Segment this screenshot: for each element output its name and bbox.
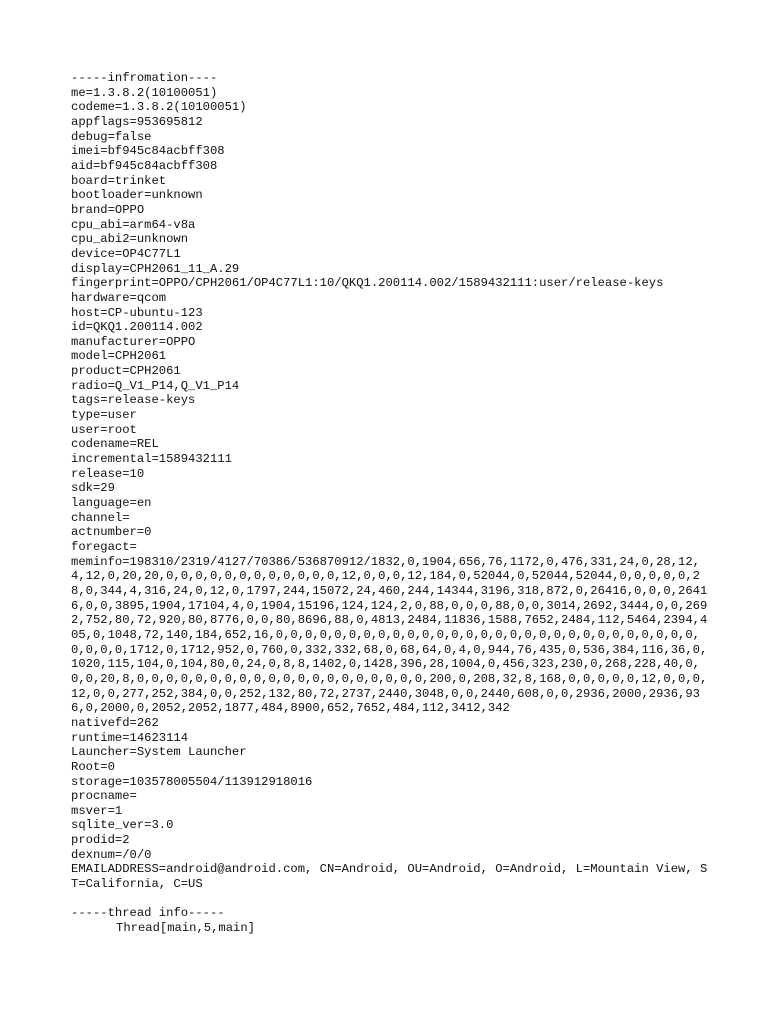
field-root: Root=0	[71, 759, 115, 774]
field-sdk: sdk=29	[71, 481, 115, 496]
field-cpu-abi2: cpu_abi2=unknown	[71, 232, 189, 247]
field-bootloader: bootloader=unknown	[71, 188, 203, 203]
field-type: type=user	[71, 408, 137, 423]
field-board: board=trinket	[71, 173, 167, 188]
info-fields-after	[71, 716, 711, 863]
field-incremental: incremental=1589432111	[71, 452, 232, 467]
field-channel: channel=	[71, 510, 130, 525]
field-nativefd: nativefd=262	[71, 715, 159, 730]
field-release: release=10	[71, 466, 145, 481]
field-me: me=1.3.8.2(10100051)	[71, 85, 218, 100]
field-tags: tags=release-keys	[71, 393, 196, 408]
field-device: device=OP4C77L1	[71, 246, 181, 261]
field-meminfo: meminfo=198310/2319/4127/70386/536870912/1832,0,1904,656,76,1172,0,476,331,24,0,28,12,4,12,0,20,20,0,0,0,0,0,0,0,0,0,0,0,0,12,0,0,0,12,184,0,52044,0,52044,52044,0,0,0,0,0,28,0,344,4,316,24,0,12,0,1797,244,15072,24,460,244,14344,3196,318,872,0,26416,0,0,0,26416,0,0,3895,1904,17104,4,0,1904,15196,124,124,2,0,88,0,0,0,88,0,0,3014,2692,3444,0,0,2692,752,80,72,920,80,8776,0,0,80,8696,88,0,4813,2484,11836,1588,7652,2484,112,5464,2394,405,0,1048,72,140,184,652,16,0,0,0,0,0,0,0,0,0,0,0,0,0,0,0,0,0,0,0,0,0,0,0,0,0,0,0,0,0,0,0,0,0,1712,0,1712,952,0,760,0,332,332,68,0,68,64,0,4,0,944,76,435,0,536,384,116,36,0,1020,115,104,0,104,80,0,24,0,8,8,1402,0,1428,396,28,1004,0,456,323,230,0,268,228,40,0,0,0,20,8,0,0,0,0,0,0,0,0,0,0,0,0,0,0,0,0,0,0,0,0,200,0,208,32,8,168,0,0,0,0,0,12,0,0,0,12,0,0,277,252,384,0,0,252,132,80,72,2737,2440,3048,0,0,2440,608,0,0,2936,2000,2936,936,0,2000,0,2052,2052,1877,484,8900,652,7652,484,112,3412,342	[71, 554, 708, 716]
field-runtime: runtime=14623114	[71, 730, 189, 745]
field-dexnum: dexnum=/0/0	[71, 847, 152, 862]
field-procname: procname=	[71, 789, 137, 804]
field-manufacturer: manufacturer=OPPO	[71, 334, 196, 349]
field-product: product=CPH2061	[71, 364, 181, 379]
field-imei: imei=bf945c84acbff308	[71, 144, 225, 159]
field-appflags: appflags=953695812	[71, 114, 203, 129]
field-language: language=en	[71, 496, 152, 511]
field-radio: radio=Q_V1_P14,Q_V1_P14	[71, 378, 240, 393]
info-fields	[71, 86, 711, 555]
field-msver: msver=1	[71, 803, 123, 818]
field-display: display=CPH2061_11_A.29	[71, 261, 240, 276]
thread-line: Thread[main,5,main]	[116, 921, 255, 936]
document-page	[71, 71, 711, 936]
field-host: host=CP-ubuntu-123	[71, 305, 203, 320]
thread-info-header: -----thread info-----	[71, 906, 225, 921]
field-cpu-abi: cpu_abi=arm64-v8a	[71, 217, 196, 232]
field-prodid: prodid=2	[71, 833, 130, 848]
blank-line	[71, 892, 711, 907]
field-launcher: Launcher=System Launcher	[71, 745, 247, 760]
field-codename: codename=REL	[71, 437, 159, 452]
field-actnumber: actnumber=0	[71, 525, 152, 540]
field-emailaddress: EMAILADDRESS=android@android.com, CN=Android, OU=Android, O=Android, L=Mountain View, ST=California, C=US	[71, 862, 708, 892]
field-debug: debug=false	[71, 129, 152, 144]
info-header: -----infromation----	[71, 71, 218, 85]
field-codeme: codeme=1.3.8.2(10100051)	[71, 100, 247, 115]
field-id: id=QKQ1.200114.002	[71, 320, 203, 335]
field-aid: aid=bf945c84acbff308	[71, 158, 218, 173]
field-hardware: hardware=qcom	[71, 290, 167, 305]
field-model: model=CPH2061	[71, 349, 167, 364]
field-storage: storage=103578005504/113912918016	[71, 774, 313, 789]
field-sqlite-ver: sqlite_ver=3.0	[71, 818, 174, 833]
field-user: user=root	[71, 422, 137, 437]
field-brand: brand=OPPO	[71, 202, 145, 217]
field-fingerprint: fingerprint=OPPO/CPH2061/OP4C77L1:10/QKQ1.200114.002/1589432111:user/release-keys	[71, 276, 664, 291]
field-foregact: foregact=	[71, 540, 137, 554]
